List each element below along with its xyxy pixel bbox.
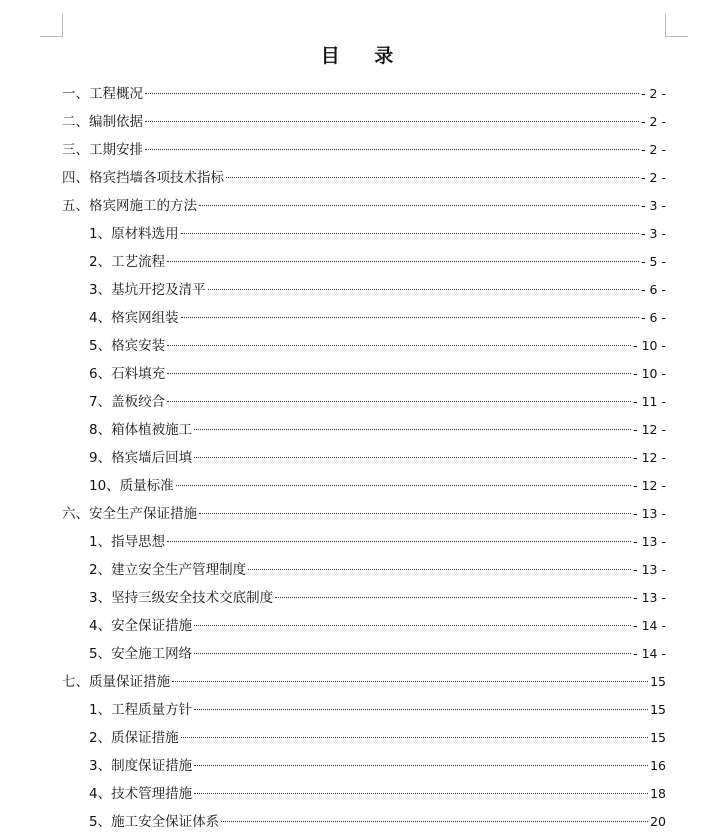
toc-entry[interactable]	[62, 500, 666, 528]
toc-dot-leader	[167, 373, 631, 374]
toc-entry[interactable]	[62, 136, 666, 164]
toc-entry[interactable]	[62, 472, 666, 500]
toc-entry-label: 3、坚持三级安全技术交底制度	[89, 590, 274, 606]
toc-entry-page-number: - 2 -	[641, 142, 666, 157]
toc-entry-page-number: 18	[650, 786, 666, 801]
toc-dot-leader	[167, 401, 631, 402]
toc-entry-label: 五、格宾网施工的方法	[62, 198, 197, 214]
toc-entry[interactable]	[62, 304, 666, 332]
toc-entry-label: 4、格宾网组装	[89, 310, 179, 326]
toc-entry-page-number: - 3 -	[641, 226, 666, 241]
toc-dot-leader	[167, 345, 631, 346]
toc-dot-leader	[145, 93, 639, 94]
toc-entry[interactable]	[62, 724, 666, 752]
toc-dot-leader	[226, 177, 639, 178]
toc-dot-leader	[194, 653, 631, 654]
toc-entry-page-number: - 2 -	[641, 114, 666, 129]
toc-entry[interactable]	[62, 80, 666, 108]
toc-entry-page-number: 15	[650, 674, 666, 689]
toc-dot-leader	[221, 821, 648, 822]
toc-dot-leader	[194, 793, 648, 794]
toc-entry-page-number: - 5 -	[641, 254, 666, 269]
toc-entry-label: 六、安全生产保证措施	[62, 506, 197, 522]
table-of-contents	[62, 80, 666, 836]
toc-entry[interactable]	[62, 780, 666, 808]
toc-dot-leader	[145, 149, 639, 150]
toc-entry[interactable]	[62, 696, 666, 724]
toc-entry[interactable]	[62, 752, 666, 780]
toc-entry-page-number: 16	[650, 758, 666, 773]
toc-entry-label: 5、施工安全保证体系	[89, 814, 220, 830]
toc-dot-leader	[275, 597, 631, 598]
toc-entry-page-number: - 13 -	[633, 506, 666, 521]
toc-entry-label: 1、工程质量方针	[89, 702, 193, 718]
toc-entry-page-number: 15	[650, 702, 666, 717]
toc-entry[interactable]	[62, 192, 666, 220]
toc-dot-leader	[181, 317, 639, 318]
toc-dot-leader	[194, 457, 631, 458]
toc-entry-page-number: - 13 -	[633, 562, 666, 577]
toc-dot-leader	[199, 513, 631, 514]
toc-entry-label: 二、编制依据	[62, 114, 143, 130]
toc-title: 目 录	[320, 45, 408, 67]
toc-entry[interactable]	[62, 528, 666, 556]
toc-entry-label: 2、建立安全生产管理制度	[89, 562, 247, 578]
toc-entry[interactable]	[62, 332, 666, 360]
toc-entry-label: 4、技术管理措施	[89, 786, 193, 802]
toc-entry-label: 5、格宾安装	[89, 338, 166, 354]
toc-dot-leader	[172, 681, 648, 682]
toc-dot-leader	[199, 205, 639, 206]
toc-entry[interactable]	[62, 164, 666, 192]
toc-entry-page-number: - 13 -	[633, 590, 666, 605]
toc-entry-label: 1、原材料选用	[89, 226, 179, 242]
toc-entry-page-number: - 13 -	[633, 534, 666, 549]
toc-entry-label: 9、格宾墙后回填	[89, 450, 193, 466]
toc-entry[interactable]	[62, 668, 666, 696]
toc-entry-label: 3、制度保证措施	[89, 758, 193, 774]
toc-entry-page-number: - 6 -	[641, 282, 666, 297]
toc-dot-leader	[194, 765, 648, 766]
toc-entry[interactable]	[62, 276, 666, 304]
toc-entry[interactable]	[62, 108, 666, 136]
toc-entry[interactable]	[62, 388, 666, 416]
toc-entry[interactable]	[62, 808, 666, 836]
toc-entry[interactable]	[62, 640, 666, 668]
toc-entry[interactable]	[62, 612, 666, 640]
toc-entry-label: 2、工艺流程	[89, 254, 166, 270]
toc-entry[interactable]	[62, 444, 666, 472]
toc-entry-page-number: - 12 -	[633, 422, 666, 437]
toc-entry-page-number: - 14 -	[633, 646, 666, 661]
toc-entry-page-number: - 3 -	[641, 198, 666, 213]
toc-entry[interactable]	[62, 248, 666, 276]
toc-entry-page-number: - 14 -	[633, 618, 666, 633]
toc-entry-label: 2、质保证措施	[89, 730, 179, 746]
toc-entry-label: 4、安全保证措施	[89, 618, 193, 634]
toc-entry[interactable]	[62, 584, 666, 612]
toc-entry-page-number: 15	[650, 730, 666, 745]
toc-entry-label: 7、盖板绞合	[89, 394, 166, 410]
toc-entry[interactable]	[62, 360, 666, 388]
toc-entry[interactable]	[62, 220, 666, 248]
toc-entry-label: 6、石料填充	[89, 366, 166, 382]
toc-entry-label: 七、质量保证措施	[62, 674, 170, 690]
toc-entry-page-number: - 2 -	[641, 170, 666, 185]
toc-dot-leader	[194, 709, 648, 710]
toc-entry-page-number: - 2 -	[641, 86, 666, 101]
toc-dot-leader	[167, 261, 639, 262]
toc-entry[interactable]	[62, 556, 666, 584]
crop-mark-top-left	[40, 14, 63, 37]
toc-entry-label: 一、工程概况	[62, 86, 143, 102]
toc-entry-page-number: - 12 -	[633, 478, 666, 493]
toc-entry-label: 1、指导思想	[89, 534, 166, 550]
toc-entry-page-number: - 12 -	[633, 450, 666, 465]
toc-entry-page-number: - 10 -	[633, 366, 666, 381]
toc-entry-label: 3、基坑开挖及清平	[89, 282, 206, 298]
toc-entry-page-number: - 10 -	[633, 338, 666, 353]
toc-entry-label: 10、质量标准	[89, 478, 174, 494]
toc-entry-label: 5、安全施工网络	[89, 646, 193, 662]
toc-entry-label: 四、格宾挡墙各项技术指标	[62, 170, 224, 186]
toc-dot-leader	[194, 429, 631, 430]
toc-dot-leader	[181, 737, 649, 738]
toc-entry-label: 8、箱体植被施工	[89, 422, 193, 438]
toc-entry-page-number: 20	[650, 814, 666, 829]
toc-dot-leader	[248, 569, 631, 570]
toc-dot-leader	[145, 121, 639, 122]
toc-dot-leader	[208, 289, 639, 290]
toc-dot-leader	[181, 233, 639, 234]
toc-dot-leader	[194, 625, 631, 626]
toc-entry[interactable]	[62, 416, 666, 444]
toc-entry-page-number: - 11 -	[633, 394, 666, 409]
toc-entry-page-number: - 6 -	[641, 310, 666, 325]
toc-dot-leader	[176, 485, 631, 486]
crop-mark-top-right	[665, 14, 688, 37]
toc-entry-label: 三、工期安排	[62, 142, 143, 158]
toc-dot-leader	[167, 541, 631, 542]
